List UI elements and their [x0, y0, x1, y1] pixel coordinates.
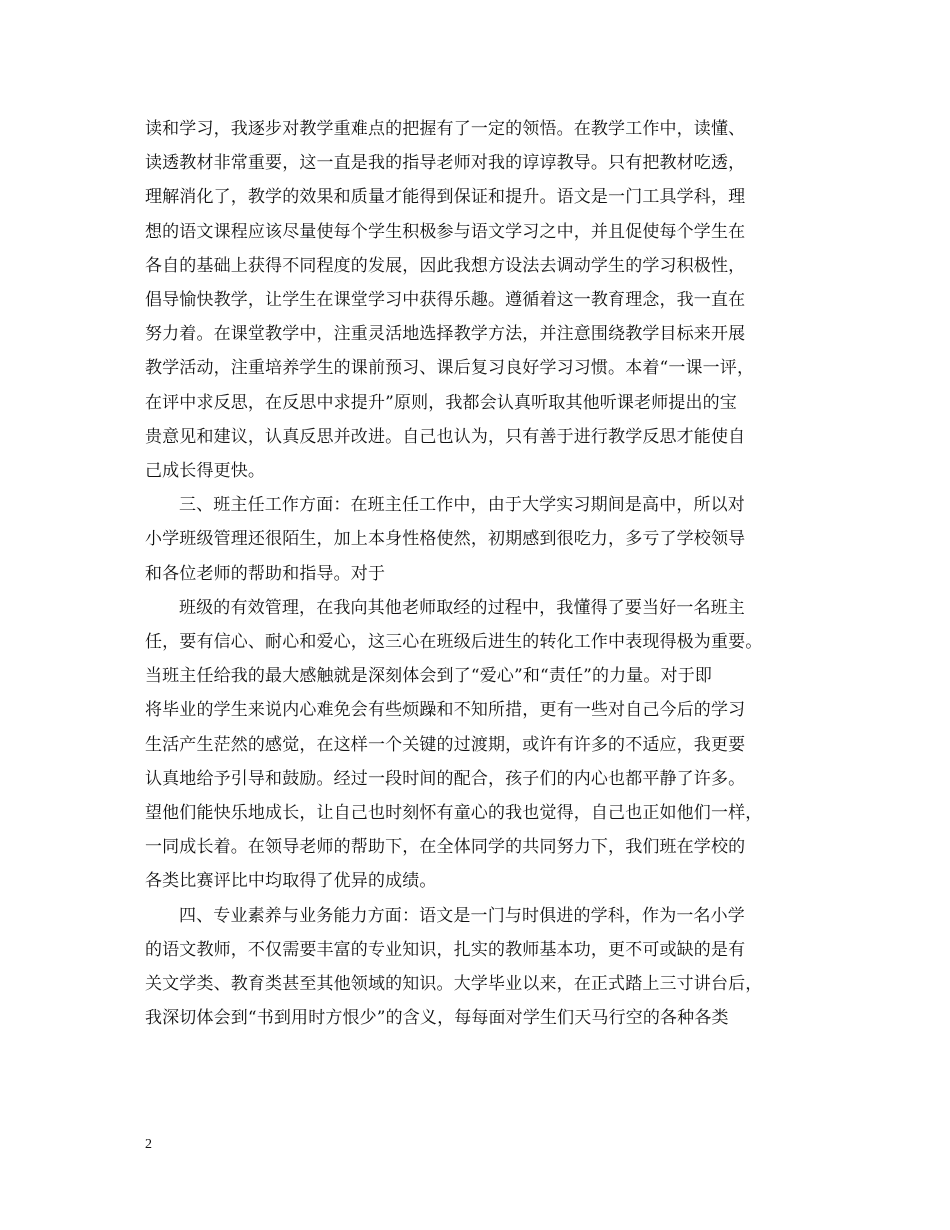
text-line: 关文学类、教育类甚至其他领域的知识。大学毕业以来，在正式踏上三寸讲台后，: [145, 974, 763, 995]
text-line: 班级的有效管理，在我向其他老师取经的过程中，我懂得了要当好一名班主: [179, 597, 745, 618]
text-line: 认真地给予引导和鼓励。经过一段时间的配合，孩子们的内心也都平静了许多。: [145, 768, 746, 789]
text-line: 读透教材非常重要，这一直是我的指导老师对我的谆谆教导。只有把教材吃透，: [145, 153, 746, 174]
text-line: 各自的基础上获得不同程度的发展，因此我想方设法去调动学生的学习积极性，: [145, 255, 746, 276]
text-line: 任，要有信心、耐心和爱心，这三心在班级后进生的转化工作中表现得极为重要。: [145, 632, 763, 653]
text-line: 望他们能快乐地成长，让自己也时刻怀有童心的我也觉得，自己也正如他们一样，: [145, 803, 763, 824]
text-line: 当班主任给我的最大感触就是深刻体会到了“爱心”和“责任”的力量。对于即: [145, 666, 713, 687]
page-number: 2: [145, 1137, 152, 1152]
text-line: 倡导愉快教学，让学生在课堂学习中获得乐趣。遵循着这一教育理念，我一直在: [145, 290, 746, 311]
paragraph-teaching-reflection: [145, 112, 810, 488]
text-line: 在评中求反思，在反思中求提升”原则，我都会认真听取其他听课老师提出的宝: [145, 392, 737, 413]
text-line: 将毕业的学生来说内心难免会有些烦躁和不知所措，更有一些对自己今后的学习: [145, 700, 746, 721]
text-line: 小学班级管理还很陌生，加上本身性格使然，初期感到很吃力，多亏了学校领导: [145, 529, 746, 550]
text-line: 想的语文课程应该尽量使每个学生积极参与语文学习之中，并且促使每个学生在: [145, 221, 746, 242]
text-line: 四、专业素养与业务能力方面：语文是一门与时俱进的学科，作为一名小学: [179, 905, 745, 926]
text-line: 各类比赛评比中均取得了优异的成绩。: [145, 871, 437, 892]
text-line: 理解消化了，教学的效果和质量才能得到保证和提升。语文是一门工具学科，理: [145, 187, 746, 208]
document-body: [145, 112, 810, 1035]
text-line: 和各位老师的帮助和指导。对于: [145, 563, 386, 584]
text-line: 三、班主任工作方面：在班主任工作中，由于大学实习期间是高中，所以对: [179, 495, 745, 516]
paragraph-class-teacher-work: [145, 488, 810, 591]
text-line: 我深切体会到“书到用时方恨少”的含义，每每面对学生们天马行空的各种各类: [145, 1008, 729, 1029]
text-line: 贵意见和建议，认真反思并改进。自己也认为，只有善于进行教学反思才能使自: [145, 426, 746, 447]
paragraph-class-management: [145, 591, 810, 899]
text-line: 读和学习，我逐步对教学重难点的把握有了一定的领悟。在教学工作中，读懂、: [145, 119, 746, 139]
text-line: 的语文教师，不仅需要丰富的专业知识，扎实的教师基本功，更不可或缺的是有: [145, 939, 746, 960]
paragraph-professional-skills: [145, 899, 810, 1036]
text-line: 己成长得更快。: [145, 461, 266, 482]
text-line: 努力着。在课堂教学中，注重灵活地选择教学方法，并注意围绕教学目标来开展: [145, 324, 746, 345]
text-line: 一同成长着。在领导老师的帮助下，在全体同学的共同努力下，我们班在学校的: [145, 837, 746, 858]
text-line: 教学活动，注重培养学生的课前预习、课后复习良好学习习惯。本着“一课一评，: [145, 358, 755, 379]
text-line: 生活产生茫然的感觉，在这样一个关键的过渡期，或许有许多的不适应，我更要: [145, 734, 746, 755]
